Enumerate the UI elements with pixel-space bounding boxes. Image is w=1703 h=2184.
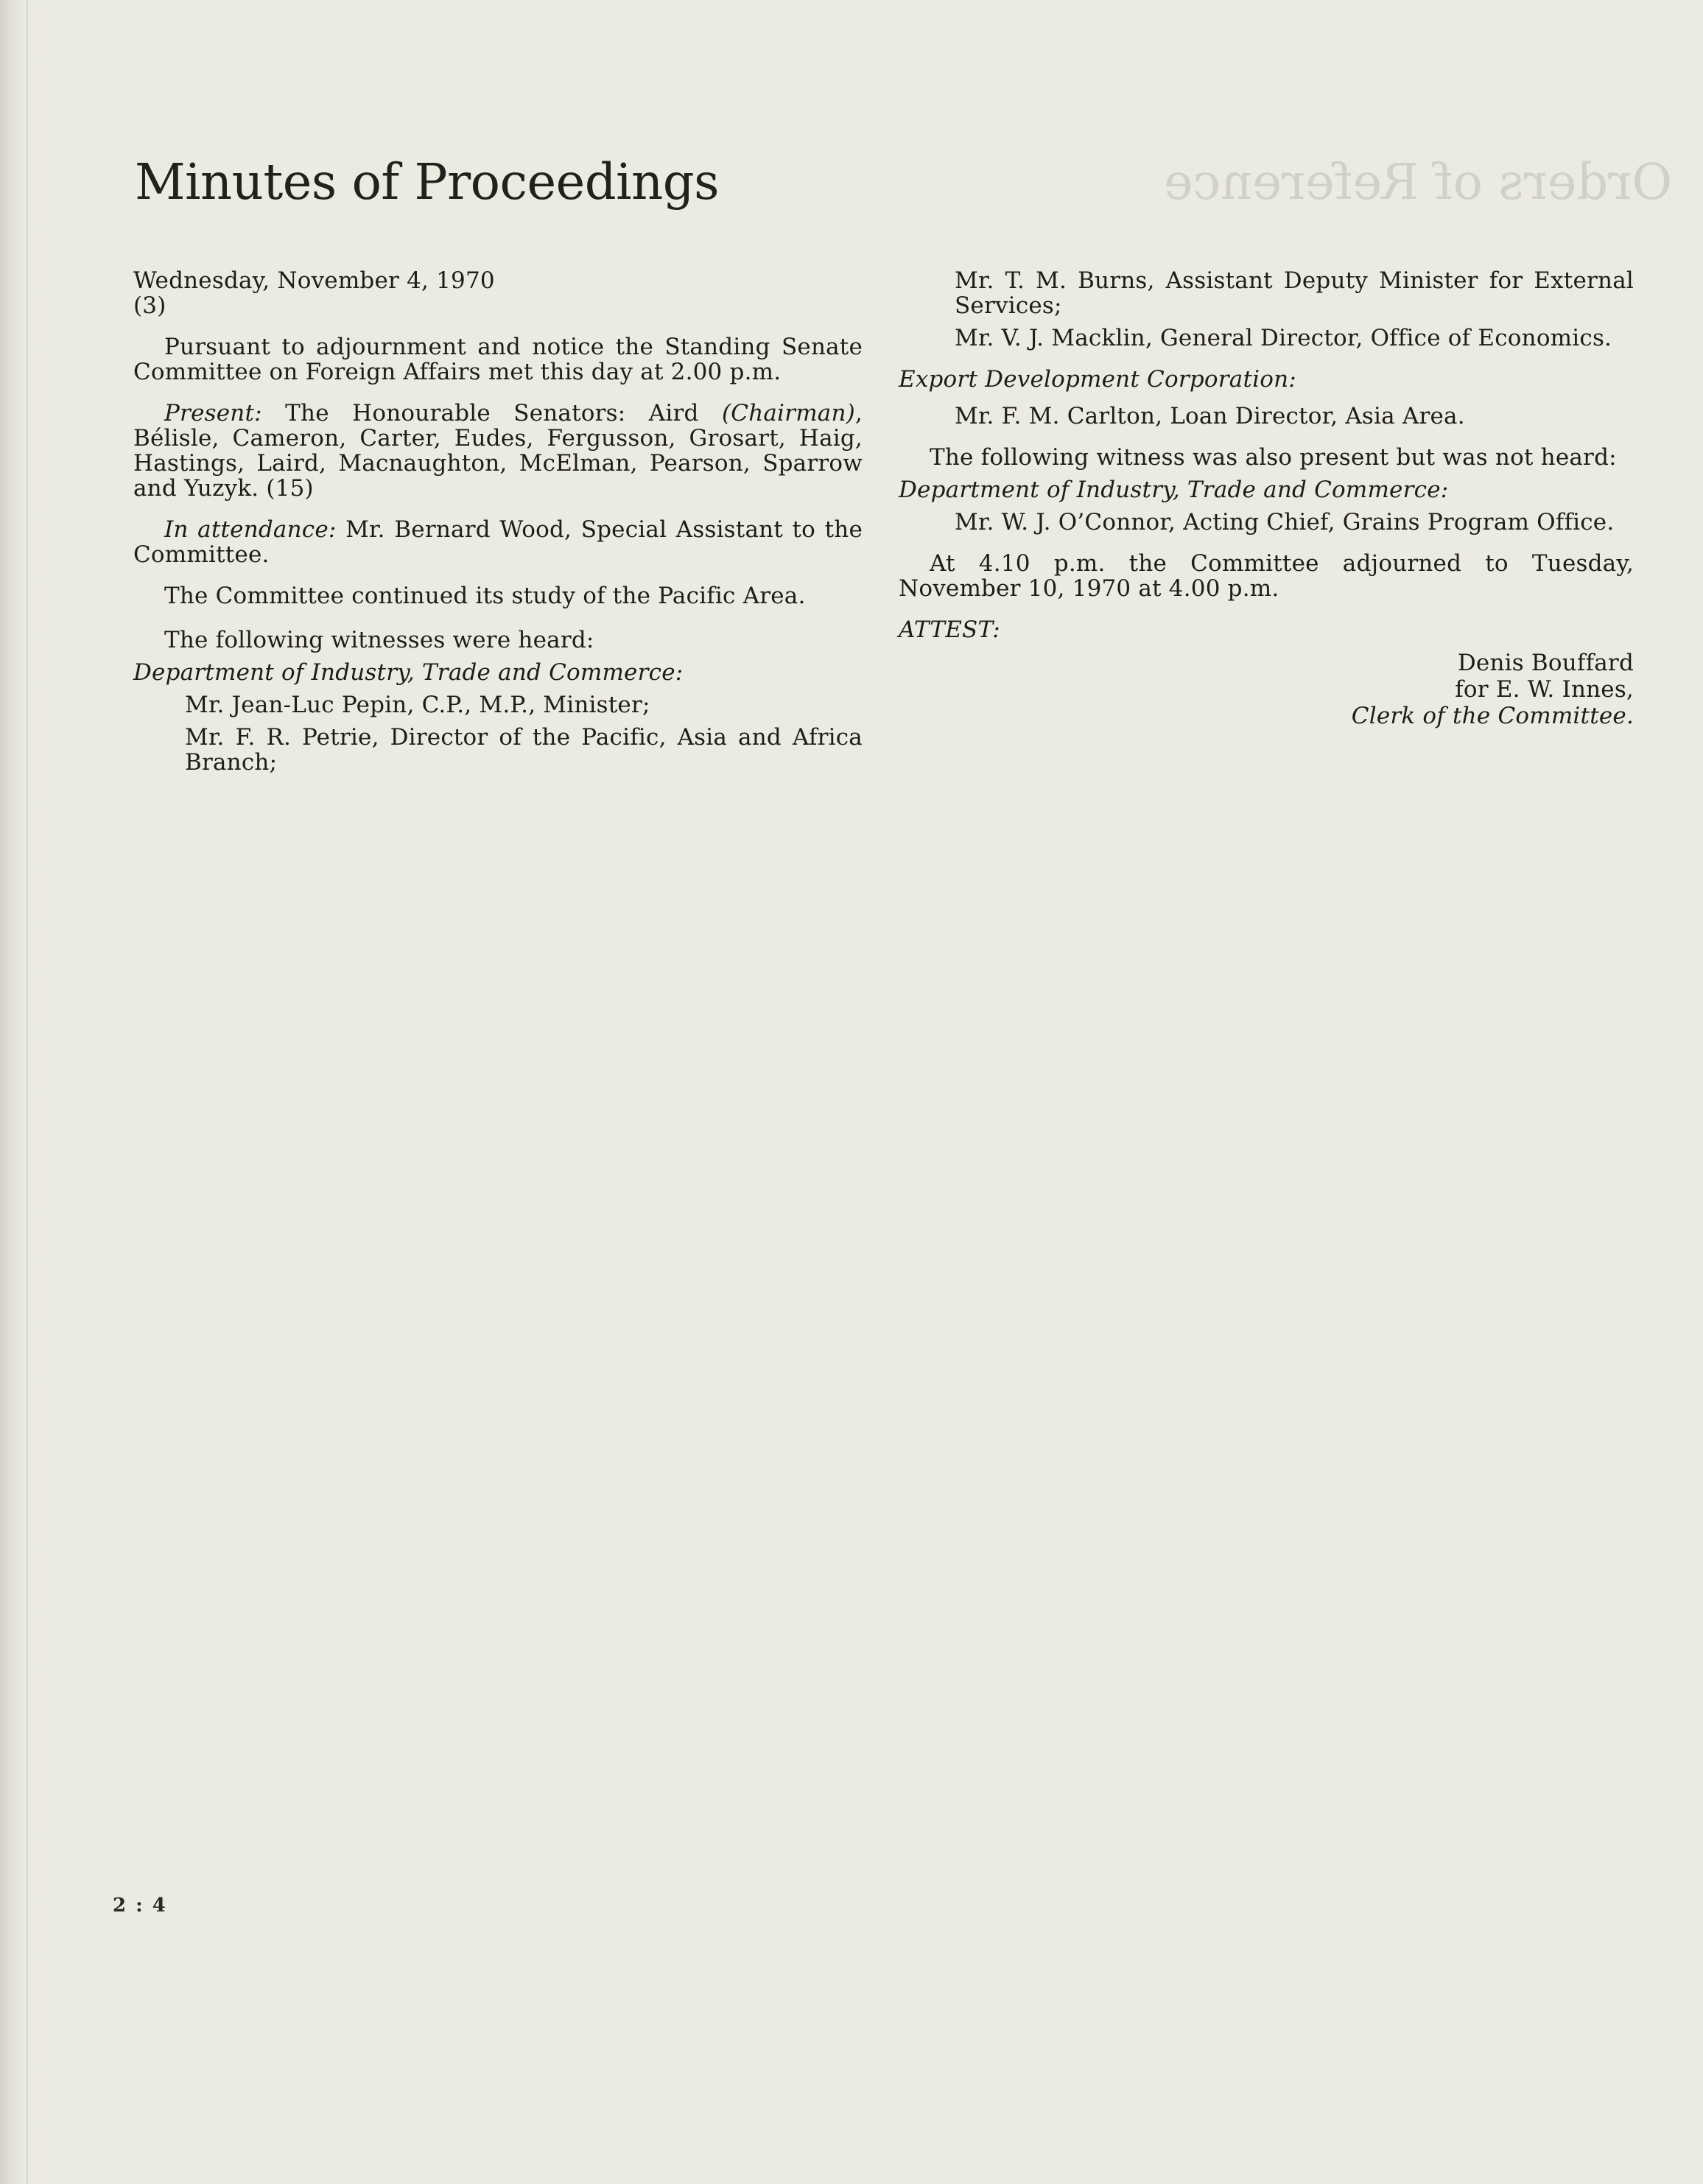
attendance-text: Mr. Bernard Wood, Special Assistant to the Committee. — [133, 516, 863, 568]
signatory-for: for E. W. Innes, — [1455, 676, 1634, 703]
export-heading: Export Development Corporation: — [899, 366, 1296, 393]
not-heard-intro: The following witness was also present but was not heard: — [930, 444, 1617, 471]
adjournment-paragraph: At 4.10 p.m. the Committee adjourned to Tuesday, November 10, 1970 at 4.00 p.m. — [899, 550, 1634, 602]
not-heard-witness-list — [899, 510, 1634, 535]
meeting-date: Wednesday, November 4, 1970 — [133, 267, 495, 294]
witness-item: Mr. W. J. O’Connor, Acting Chief, Grains Program Office. — [955, 509, 1615, 536]
witness-item: Mr. F. R. Petrie, Director of the Pacific, Asia and Africa Branch; — [185, 724, 863, 776]
present-label: Present: — [164, 400, 262, 426]
present-text-1: The Honourable Senators: Aird — [261, 400, 722, 426]
witness-list-continued — [899, 268, 1634, 351]
page-folio: 2 : 4 — [113, 1895, 167, 1917]
witness-list — [133, 692, 863, 775]
present-paragraph — [133, 401, 863, 501]
attendance-paragraph — [133, 517, 863, 567]
signature-block — [899, 650, 1634, 729]
witness-item: Mr. Jean-Luc Pepin, C.P., M.P., Minister; — [185, 692, 650, 718]
meeting-number: (3) — [133, 292, 166, 319]
witnesses-intro: The following witnesses were heard: — [164, 627, 594, 653]
attest-label: ATTEST: — [899, 617, 1000, 643]
signatory-name: Denis Bouffard — [1457, 650, 1634, 676]
not-heard-department: Department of Industry, Trade and Commerce: — [899, 477, 1449, 503]
study-paragraph: The Committee continued its study of the Pacific Area. — [164, 583, 806, 609]
signatory-role: Clerk of the Committee. — [1351, 703, 1634, 729]
chairman-label: (Chairman) — [722, 400, 855, 426]
left-column — [133, 268, 863, 775]
opening-paragraph: Pursuant to adjournment and notice the Standing Senate Committee on Foreign Affairs met this day at 2.00 p.m. — [133, 334, 863, 385]
page-spine-shadow — [27, 0, 28, 2184]
attendance-label: In attendance: — [164, 516, 337, 543]
witness-item: Mr. V. J. Macklin, General Director, Office of Economics. — [955, 325, 1612, 351]
witness-item: Mr. T. M. Burns, Assistant Deputy Minister for External Services; — [955, 267, 1634, 319]
export-witness-list — [899, 404, 1634, 429]
bleed-through-heading: Orders of Reference — [1164, 153, 1673, 211]
right-column — [899, 268, 1634, 729]
present-text-2: , Bélisle, Cameron, Carter, Eudes, Fergusson, Grosart, Haig, Hastings, Laird, Macnaughton, McElman, Pearson, Sparrow and Yuzyk. (15) — [133, 400, 863, 502]
witness-item: Mr. F. M. Carlton, Loan Director, Asia Area. — [955, 403, 1465, 429]
page-title: Minutes of Proceedings — [135, 153, 720, 211]
department-heading: Department of Industry, Trade and Commerce: — [133, 659, 684, 686]
